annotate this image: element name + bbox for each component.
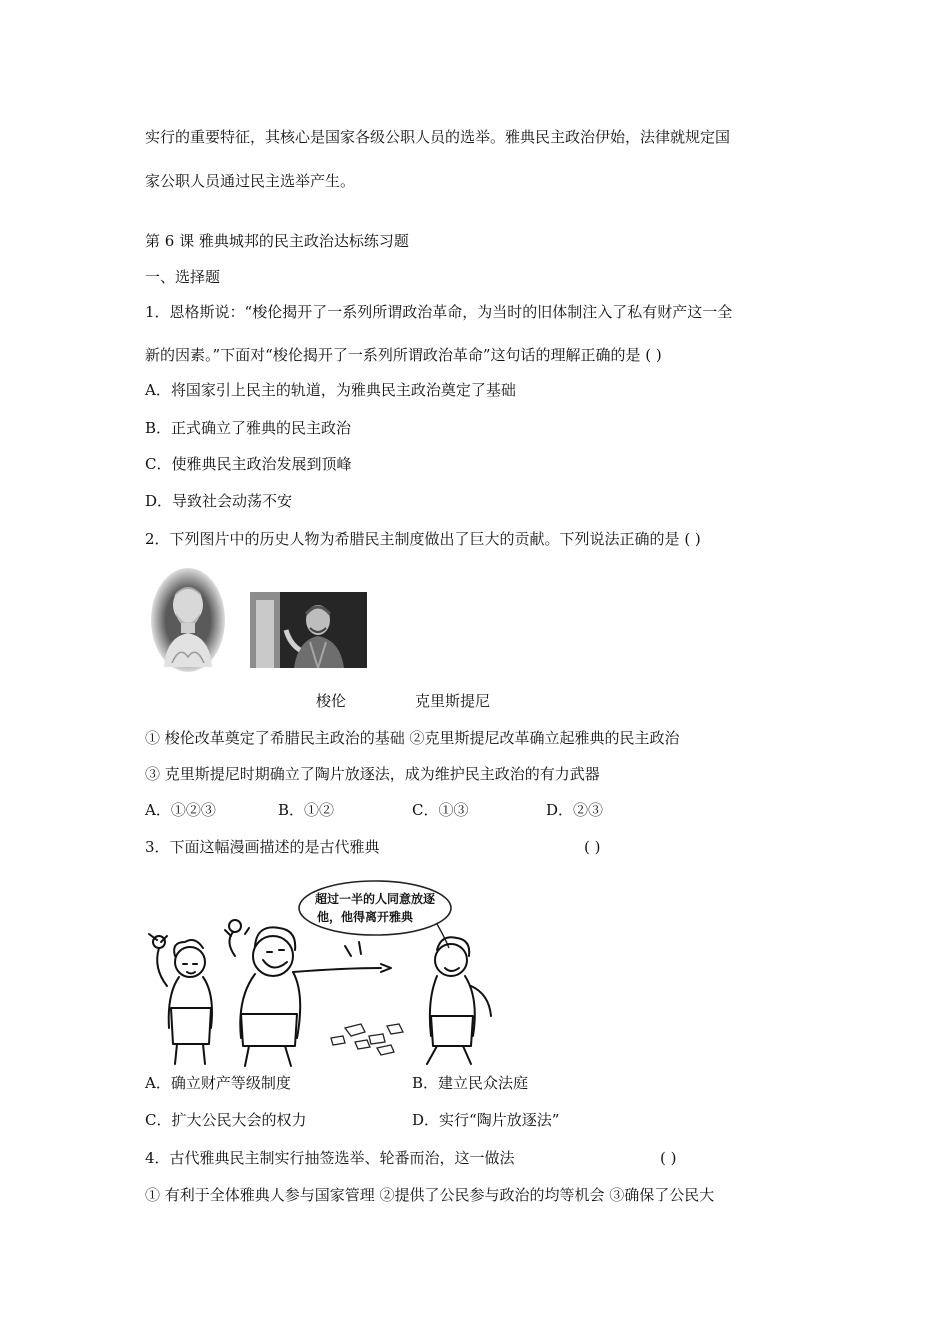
q2-statement-1: ① 梭伦改革奠定了希腊民主政治的基础 ②克里斯提尼改革确立起雅典的民主政治	[145, 729, 680, 747]
q3-answer-paren: ( )	[584, 838, 601, 856]
q2-option-a: A．①②③	[145, 801, 216, 819]
lesson-title: 第 6 课 雅典城邦的民主政治达标练习题	[145, 232, 409, 250]
solon-portrait	[150, 567, 226, 673]
section-title: 一、选择题	[145, 268, 221, 286]
q1-option-d: D．导致社会动荡不安	[145, 492, 293, 510]
q4-stem: 4．古代雅典民主制实行抽签选举、轮番而治，这一做法	[145, 1149, 515, 1167]
q4-statement: ① 有利于全体雅典人参与国家管理 ②提供了公民参与政治的均等机会 ③确保了公民大	[145, 1186, 715, 1204]
q2-option-c: C．①③	[412, 801, 469, 819]
q2-option-d: D．②③	[546, 801, 604, 819]
q3-option-c: C．扩大公民大会的权力	[145, 1111, 307, 1129]
q2-statement-2: ③ 克里斯提尼时期确立了陶片放逐法，成为维护民主政治的有力武器	[145, 765, 600, 783]
intro-line-2: 家公职人员通过民主选举产生。	[145, 172, 356, 190]
q1-stem-line-2: 新的因素。”下面对“梭伦揭开了一系列所谓政治革命”这句话的理解正确的是 ( )	[145, 346, 662, 364]
ostracism-cartoon	[145, 876, 500, 1070]
q3-option-a: A．确立财产等级制度	[145, 1074, 291, 1092]
q2-stem: 2．下列图片中的历史人物为希腊民主制度做出了巨大的贡献。下列说法正确的是 ( )	[145, 530, 701, 548]
q3-option-b: B．建立民众法庭	[412, 1074, 529, 1092]
q2-option-b: B．①②	[278, 801, 335, 819]
q1-option-b: B．正式确立了雅典的民主政治	[145, 419, 352, 437]
bubble-text-line-1: 超过一半的人同意放逐	[314, 892, 436, 906]
bubble-text-line-2: 他，他得离开雅典	[316, 910, 414, 924]
caption-solon: 梭伦	[316, 692, 347, 710]
q3-stem: 3．下面这幅漫画描述的是古代雅典	[145, 838, 380, 856]
caption-cleisthenes: 克里斯提尼	[415, 692, 491, 710]
q3-option-d: D．实行“陶片放逐法”	[412, 1111, 560, 1129]
intro-line-1: 实行的重要特征，其核心是国家各级公职人员的选举。雅典民主政治伊始，法律就规定国	[145, 128, 731, 146]
q1-option-c: C．使雅典民主政治发展到顶峰	[145, 455, 352, 473]
q1-option-a: A．将国家引上民主的轨道，为雅典民主政治奠定了基础	[145, 381, 516, 399]
q1-stem-line-1: 1．恩格斯说：“梭伦揭开了一系列所谓政治革命，为当时的旧体制注入了私有财产这一全	[145, 303, 733, 321]
q4-answer-paren: ( )	[660, 1149, 677, 1167]
cleisthenes-portrait	[250, 592, 367, 668]
